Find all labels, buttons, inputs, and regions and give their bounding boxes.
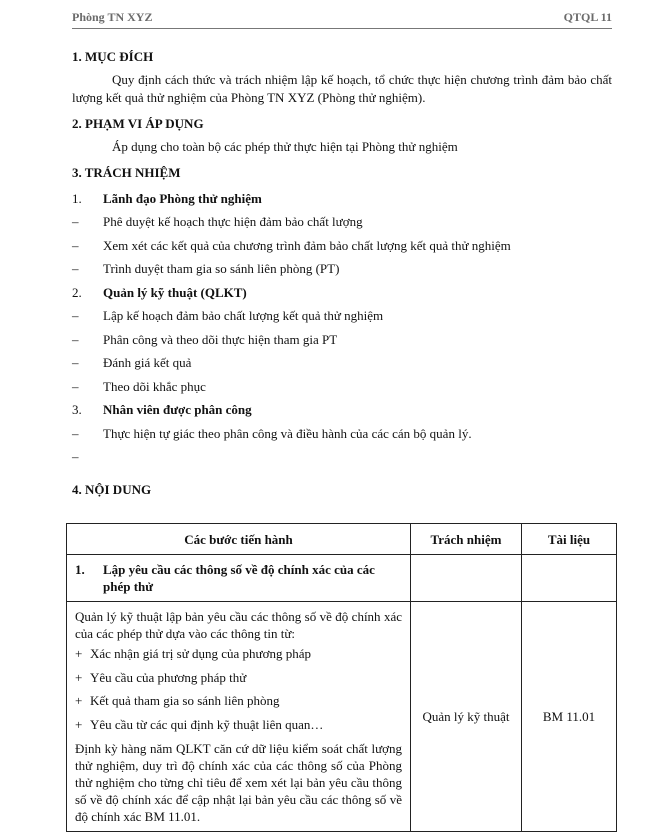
document-cell: BM 11.01 — [522, 602, 617, 832]
bullet-text: Yêu cầu của phương pháp thử — [90, 669, 247, 685]
section-2-body: Áp dụng cho toàn bộ các phép thử thực hiện tại Phòng thử nghiệm — [112, 139, 458, 154]
list-text: Nhân viên được phân công — [103, 402, 252, 418]
list-mark: 2. — [72, 284, 82, 300]
list-item — [75, 689, 402, 713]
table-row — [67, 602, 617, 832]
list-mark: – — [72, 214, 79, 230]
list-item — [72, 352, 612, 376]
list-mark: – — [72, 425, 79, 441]
list-item — [72, 258, 612, 282]
list-mark: – — [72, 449, 79, 465]
list-mark: – — [72, 331, 79, 347]
column-header-steps: Các bước tiến hành — [67, 524, 411, 555]
list-text: Đánh giá kết quả — [103, 355, 192, 371]
header-lab-name: Phòng TN XYZ — [72, 10, 153, 24]
list-item — [75, 666, 402, 690]
bullet-mark: + — [75, 693, 83, 709]
list-item — [72, 211, 612, 235]
document-body — [72, 40, 612, 832]
list-text: Lập kế hoạch đảm bảo chất lượng kết quả thử nghiệm — [103, 308, 384, 324]
list-item — [72, 234, 612, 258]
list-item — [72, 446, 612, 470]
bullet-mark: + — [75, 669, 83, 685]
column-header-responsibility: Trách nhiệm — [411, 524, 522, 555]
empty-cell — [522, 555, 617, 602]
list-text: Phân công và theo dõi thực hiện tham gia PT — [103, 331, 338, 347]
list-text: Quản lý kỹ thuật (QLKT) — [103, 284, 247, 300]
table-header-row — [67, 524, 617, 555]
step-cell — [67, 555, 411, 602]
bullet-mark: + — [75, 716, 83, 732]
step-paragraph: Định kỳ hàng năm QLKT căn cứ dữ liệu kiểm soát chất lượng thử nghiệm, duy trì độ chính xác của các thông số của Phòng thử nghiệm cho từng chỉ tiêu để xem xét lại bản yêu cầu thông số về độ chính xác để cập nhật lại bản yêu cầu các thông số về độ chính xác BM 11.01. — [75, 741, 402, 824]
list-mark: – — [72, 308, 79, 324]
list-text: Thực hiện tự giác theo phân công và điều hành của các cán bộ quản lý. — [103, 425, 472, 441]
step-number: 1. — [75, 562, 85, 577]
list-mark: – — [72, 378, 79, 394]
empty-cell — [411, 555, 522, 602]
list-item — [75, 642, 402, 666]
list-item — [72, 399, 612, 423]
table-row — [67, 555, 617, 602]
column-header-documents: Tài liệu — [522, 524, 617, 555]
list-item — [72, 281, 612, 305]
list-text: Theo dõi khắc phục — [103, 378, 206, 394]
list-mark: 3. — [72, 402, 82, 418]
list-text: Phê duyệt kế hoạch thực hiện đảm bảo chất lượng — [103, 214, 363, 230]
step-intro: Quản lý kỹ thuật lập bản yêu cầu các thông số về độ chính xác của các phép thử dựa vào các thông tin từ: — [75, 609, 402, 641]
section-2-title: 2. PHẠM VI ÁP DỤNG — [72, 116, 204, 131]
step-title: Lập yêu cầu các thông số về độ chính xác của các phép thử — [103, 562, 375, 594]
bullet-text: Kết quả tham gia so sánh liên phòng — [90, 693, 280, 709]
list-item — [72, 187, 612, 211]
list-mark: – — [72, 355, 79, 371]
list-text: Lãnh đạo Phòng thử nghiệm — [103, 190, 262, 206]
list-item — [72, 375, 612, 399]
list-mark: – — [72, 261, 79, 277]
list-item — [72, 422, 612, 446]
responsibility-cell: Quản lý kỹ thuật — [411, 602, 522, 832]
list-item — [72, 328, 612, 352]
list-mark: 1. — [72, 190, 82, 206]
header-doc-code: QTQL 11 — [563, 10, 612, 24]
bullet-text: Xác nhận giá trị sử dụng của phương pháp — [90, 646, 311, 662]
list-text: Trình duyệt tham gia so sánh liên phòng (PT) — [103, 261, 340, 277]
description-cell — [67, 602, 411, 832]
list-item — [75, 713, 402, 737]
page-header — [72, 6, 612, 29]
bullet-text: Yêu cầu từ các qui định kỹ thuật liên quan… — [90, 716, 324, 732]
responsibility-list — [72, 187, 612, 469]
list-mark: – — [72, 237, 79, 253]
section-1-body: Quy định cách thức và trách nhiệm lập kế hoạch, tổ chức thực hiện chương trình đảm bảo chất lượng kết quả thử nghiệm của Phòng TN XYZ (Phòng thử nghiệm). — [72, 72, 612, 105]
list-text: Xem xét các kết quả của chương trình đảm bảo chất lượng kết quả thử nghiệm — [103, 237, 511, 253]
section-4-title: 4. NỘI DUNG — [72, 482, 152, 497]
bullet-mark: + — [75, 646, 83, 662]
procedure-table — [66, 523, 617, 832]
list-item — [72, 305, 612, 329]
section-3-title: 3. TRÁCH NHIỆM — [72, 165, 181, 180]
section-1-title: 1. MỤC ĐÍCH — [72, 49, 154, 64]
